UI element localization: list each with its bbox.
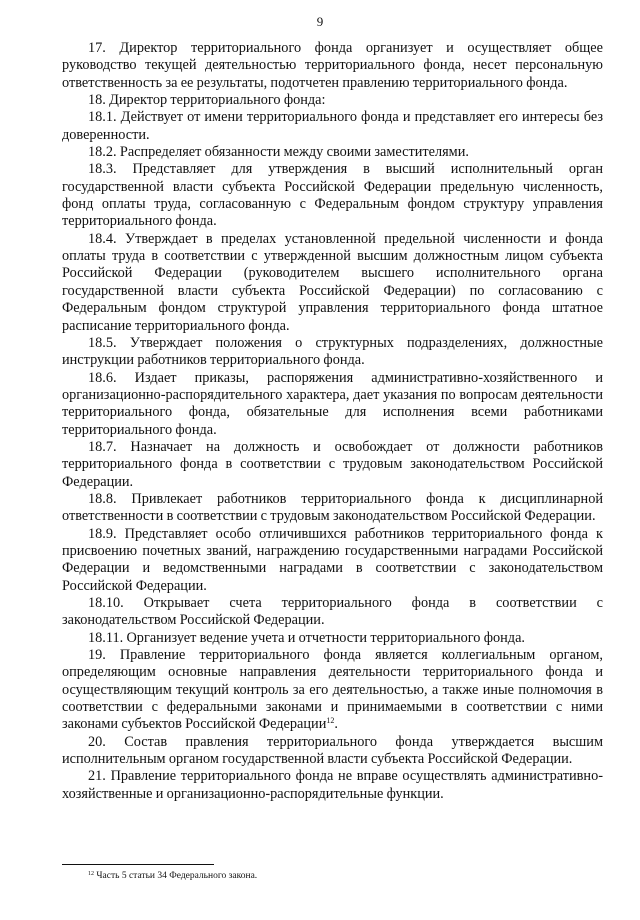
- footnote: [88, 870, 588, 882]
- document-body: [62, 40, 603, 803]
- paragraph-21: 21. Правление территориального фонда не вправе осуществлять административно-хозяйственные и организационно-распорядительные функции.: [62, 768, 603, 802]
- footnote-marker: 12: [88, 871, 94, 877]
- paragraph-17: 17. Директор территориального фонда организует и осуществляет общее руководство текущей деятельностью территориального фонда, несет персональную ответственность за ее результаты, подотчетен правлению территориального фонда.: [62, 40, 603, 91]
- paragraph-18-5: 18.5. Утверждает положения о структурных подразделениях, должностные инструкции работников территориального фонда.: [62, 334, 603, 369]
- page-number: 9: [316, 14, 324, 29]
- paragraph-18-8: 18.8. Привлекает работников территориального фонда к дисциплинарной ответственности в соответствии с трудовым законодательством Российской Федерации.: [62, 490, 603, 525]
- paragraph-20: 20. Состав правления территориального фонда утверждается высшим исполнительным органом государственной власти субъекта Российской Федерации.: [62, 733, 603, 768]
- paragraph-18-2: 18.2. Распределяет обязанности между своими заместителями.: [88, 144, 469, 161]
- paragraph-18-1: 18.1. Действует от имени территориального фонда и представляет его интересы без доверенности.: [62, 109, 603, 143]
- paragraph-18-3: 18.3. Представляет для утверждения в высший исполнительный орган государственной власти субъекта Российской Федерации предельную численность, фонд оплаты труда, согласованную с Федеральным фондом структуру управления территориального фонда.: [62, 161, 603, 230]
- paragraph-19: [62, 647, 603, 734]
- footnote-reference[interactable]: 12: [326, 716, 335, 726]
- footnote-text: Часть 5 статьи 34 Федерального закона.: [94, 871, 258, 881]
- paragraph-18-10: 18.10. Открывает счета территориального фонда в соответствии с законодательством Российской Федерации.: [62, 595, 603, 629]
- paragraph-19-text: 19. Правление территориального фонда является коллегиальным органом, определяющим основные направления деятельности территориального фонда и осуществляющим текущий контроль за его деятельностью, а также иные полномочия в соответствии с федеральными законами и принимаемыми в соответствии с ними законами субъектов Российской Федерации: [62, 647, 603, 733]
- footnote-separator: [62, 864, 214, 865]
- paragraph-18-6: 18.6. Издает приказы, распоряжения административно-хозяйственного и организационно-распорядительного характера, дает указания по вопросам деятельности территориального фонда, обязательные для исполнения всеми работниками территориального фонда.: [62, 369, 603, 438]
- paragraph-19-end: .: [334, 716, 338, 733]
- paragraph-18-9: 18.9. Представляет особо отличившихся работников территориального фонда к присвоению почетных званий, награждению государственными наградами Российской Федерации и ведомственными наградами в соответствии с законодательством Российской Федерации.: [62, 525, 603, 594]
- paragraph-18-7: 18.7. Назначает на должность и освобождает от должности работников территориального фонда в соответствии с трудовым законодательством Российской Федерации.: [62, 438, 603, 490]
- paragraph-18-4: 18.4. Утверждает в пределах установленной предельной численности и фонда оплаты труда в соответствии с утвержденной высшим должностным лицом субъекта Российской Федерации (руководителем высшего исполнительного органа государственной власти субъекта Российской Федерации) по согласованию с Федеральным фондом структурой управления территориального фонда штатное расписание территориального фонда.: [62, 230, 603, 334]
- paragraph-18: 18. Директор территориального фонда:: [88, 92, 326, 109]
- paragraph-18-11: 18.11. Организует ведение учета и отчетности территориального фонда.: [88, 629, 525, 646]
